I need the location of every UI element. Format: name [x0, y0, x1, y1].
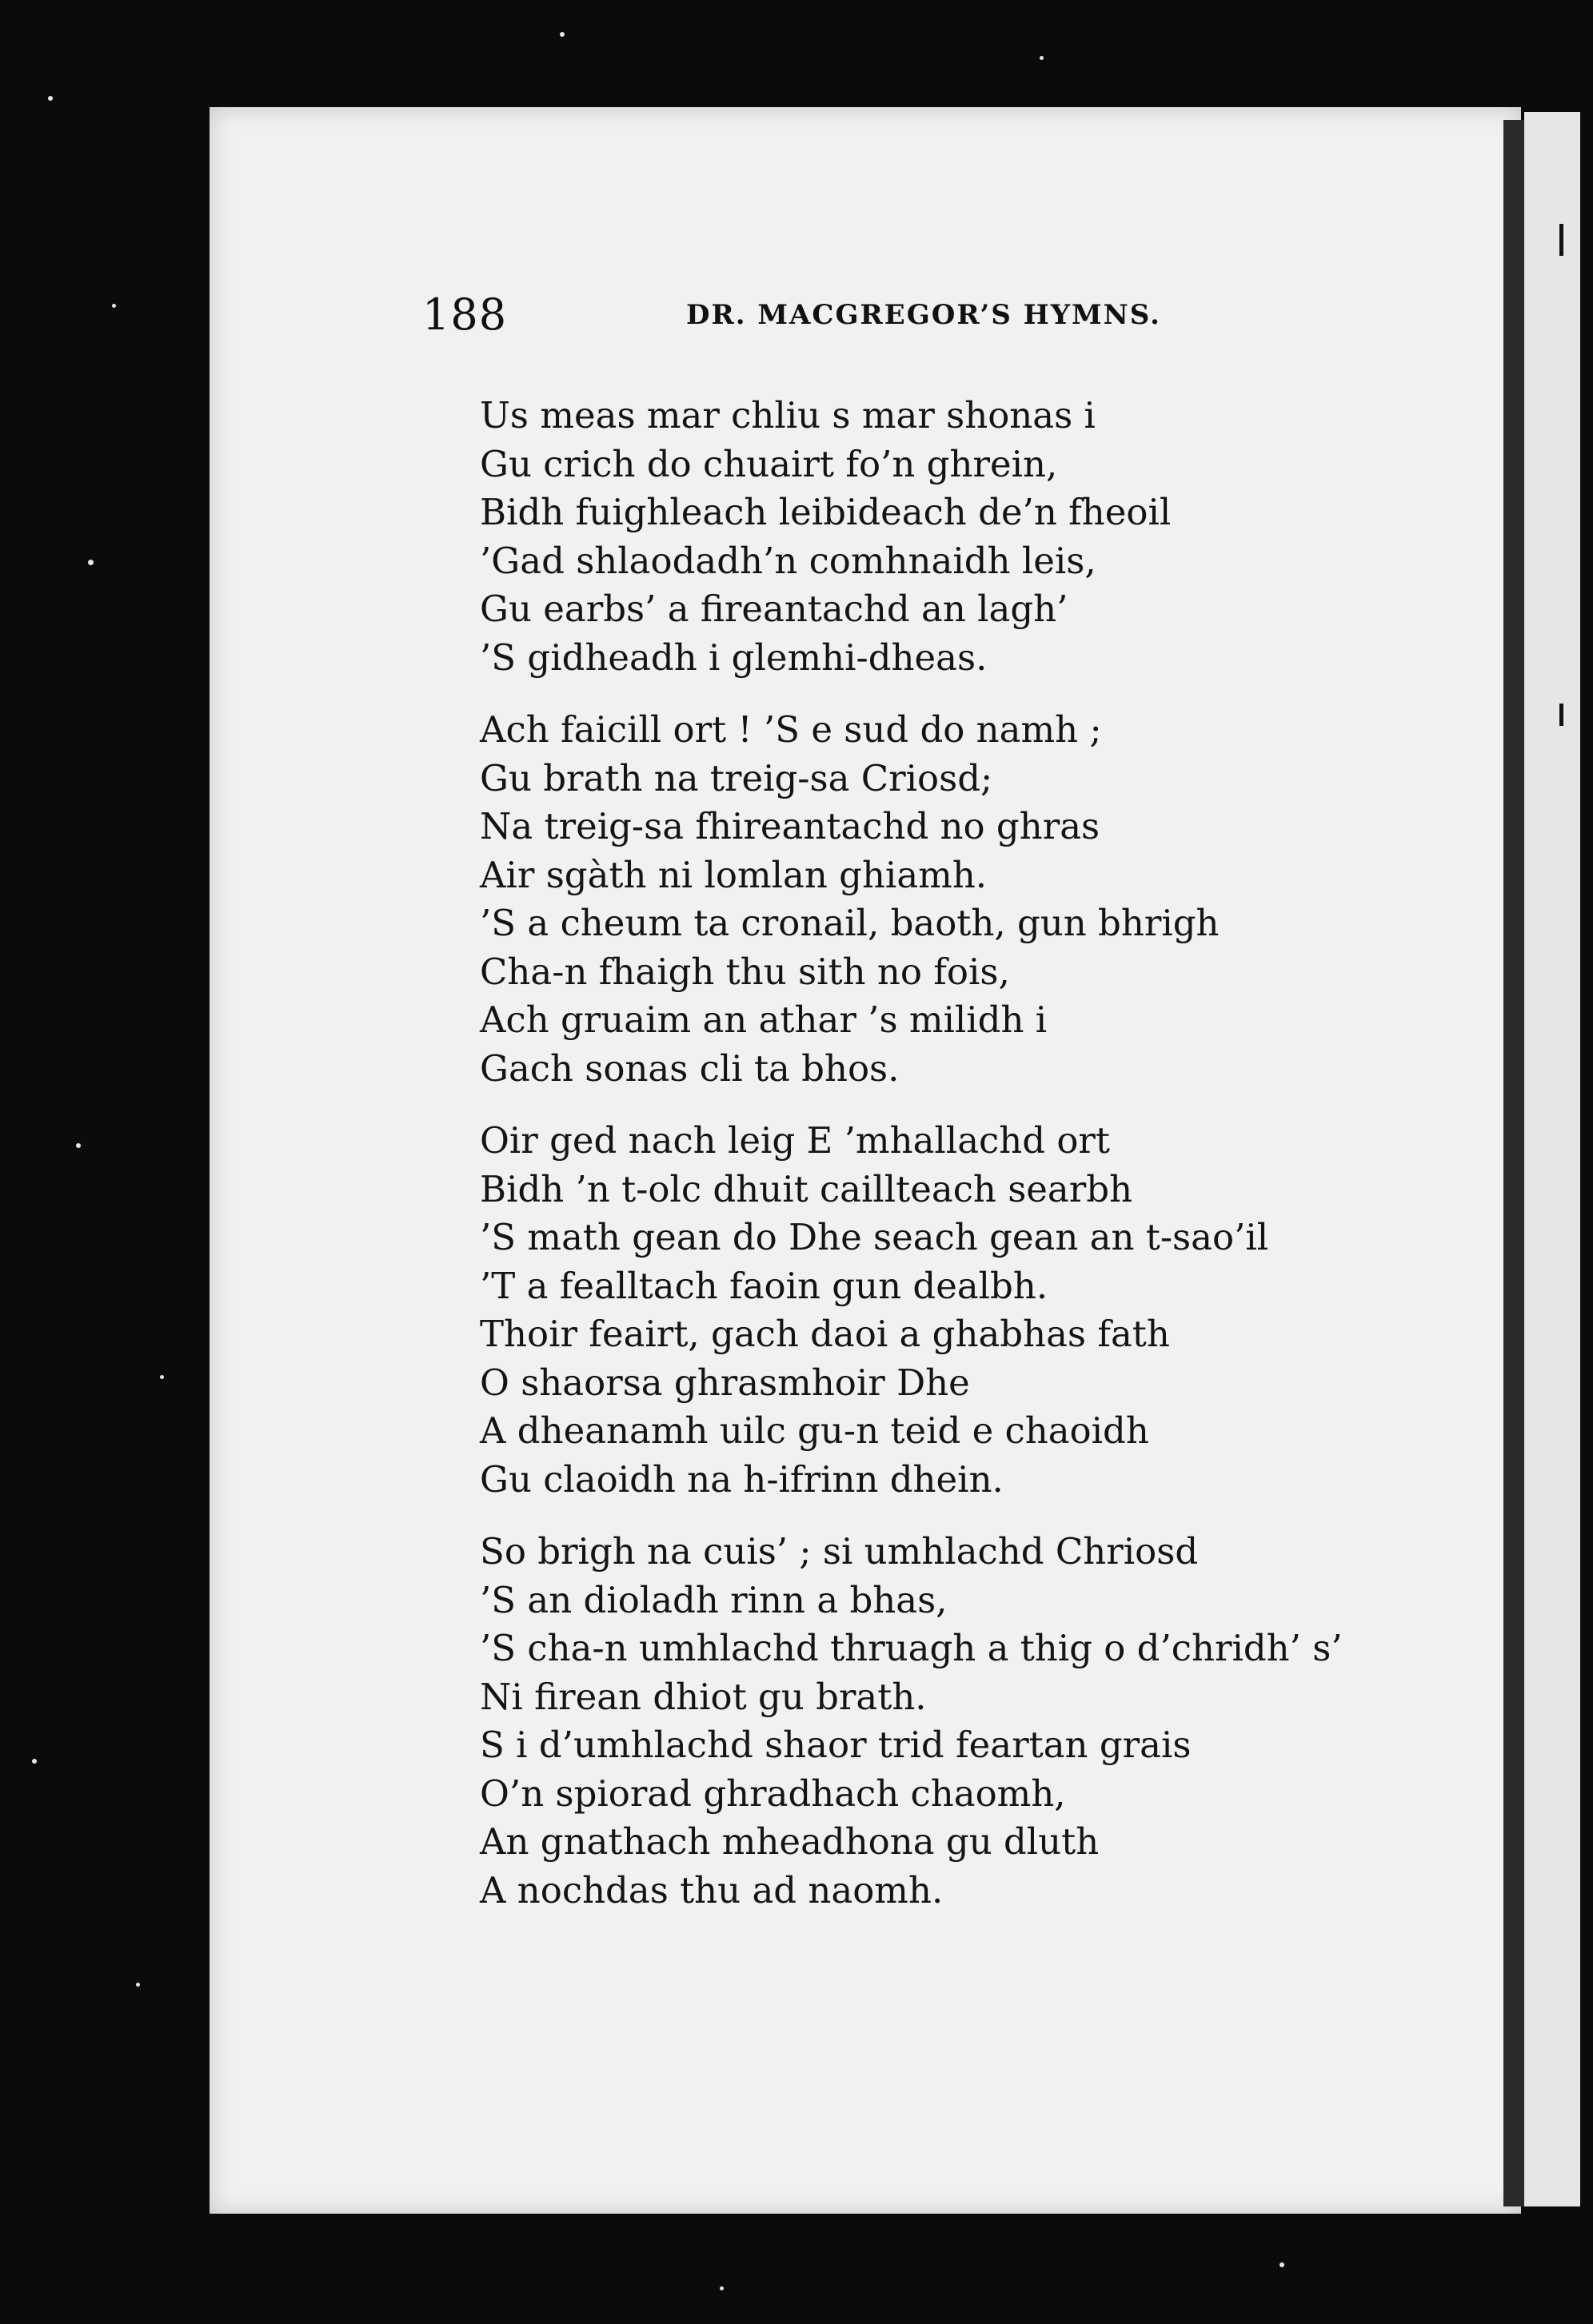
- verse-line: Gu earbs’ a fireantachd an lagh’: [480, 588, 1068, 630]
- verse-line: ’S gidheadh i glemhi-dheas.: [480, 636, 988, 679]
- verse-line: ’S cha-n umhlachd thruagh a thig o d’chridh’ s’: [480, 1627, 1343, 1669]
- facing-page-mark: [1559, 704, 1563, 726]
- verse-line: ’S a cheum ta cronail, baoth, gun bhrigh: [480, 902, 1220, 944]
- verse-line: Gu crich do chuairt fo’n ghrein,: [480, 442, 1058, 485]
- dust-speck: [720, 2286, 724, 2290]
- page-number: 188: [422, 289, 508, 340]
- verse-line: Thoir feairt, gach daoi a ghabhas fath: [480, 1313, 1170, 1355]
- stanza-2: [480, 706, 1511, 1093]
- verse-line: Na treig-sa fhireantachd no ghras: [480, 805, 1100, 847]
- verse-line: Us meas mar chliu s mar shonas i: [480, 394, 1096, 436]
- facing-page-mark: [1559, 224, 1563, 256]
- verse-line: Oir ged nach leig E ’mhallachd ort: [480, 1119, 1111, 1162]
- verse-line: A dheanamh uilc gu-n teid e chaoidh: [480, 1409, 1149, 1452]
- verse-line: An gnathach mheadhona gu dluth: [480, 1820, 1100, 1863]
- verse-line: Bidh ’n t-olc dhuit caillteach searbh: [480, 1167, 1133, 1210]
- verse-line: ’T a fealltach faoin gun dealbh.: [480, 1264, 1048, 1307]
- facing-page-sliver: [1524, 112, 1580, 2206]
- dust-speck: [48, 96, 53, 101]
- dust-speck: [32, 1759, 37, 1764]
- verse-line: Cha-n fhaigh thu sith no fois,: [480, 950, 1010, 993]
- page-header: [422, 289, 1206, 345]
- stanza-3: [480, 1117, 1511, 1504]
- stanza-4: [480, 1528, 1511, 1915]
- verse-line: S i d’umhlachd shaor trid feartan grais: [480, 1724, 1192, 1766]
- dust-speck: [1280, 2262, 1284, 2267]
- verse-line: ’S math gean do Dhe seach gean an t-sao’il: [480, 1216, 1269, 1258]
- verse-line: A nochdas thu ad naomh.: [480, 1868, 944, 1911]
- dust-speck: [112, 304, 116, 308]
- verse-line: Gach sonas cli ta bhos.: [480, 1046, 900, 1090]
- dust-speck: [88, 560, 94, 565]
- verse-line: ’S an dioladh rinn a bhas,: [480, 1578, 948, 1621]
- verse-line: O shaorsa ghrasmhoir Dhe: [480, 1361, 970, 1404]
- verse-line: Ach gruaim an athar ’s milidh i: [480, 999, 1048, 1041]
- dust-speck: [560, 32, 565, 37]
- verse-line: Bidh fuighleach leibideach de’n fheoil: [480, 491, 1172, 533]
- dust-speck: [136, 1983, 140, 1987]
- verse-line: Ach faicill ort ! ’S e sud do namh ;: [480, 708, 1102, 751]
- verse-line: So brigh na cuis’ ; si umhlachd Chriosd: [480, 1530, 1199, 1573]
- verse-line: Air sgàth ni lomlan ghiamh.: [480, 853, 988, 896]
- verse-line: Ni firean dhiot gu brath.: [480, 1675, 927, 1718]
- hymn-verses: [480, 392, 1511, 1939]
- verse-line: Gu brath na treig-sa Criosd;: [480, 756, 993, 799]
- dust-speck: [76, 1143, 81, 1148]
- running-head: DR. MACGREGOR’S HYMNS.: [686, 299, 1161, 331]
- verse-line: ’Gad shlaodadh’n comhnaidh leis,: [480, 539, 1096, 582]
- stanza-1: [480, 392, 1511, 682]
- verse-line: Gu claoidh na h-ifrinn dhein.: [480, 1457, 1004, 1501]
- dust-speck: [1040, 56, 1044, 60]
- verse-line: O’n spiorad ghradhach chaomh,: [480, 1772, 1066, 1815]
- dust-speck: [160, 1375, 164, 1379]
